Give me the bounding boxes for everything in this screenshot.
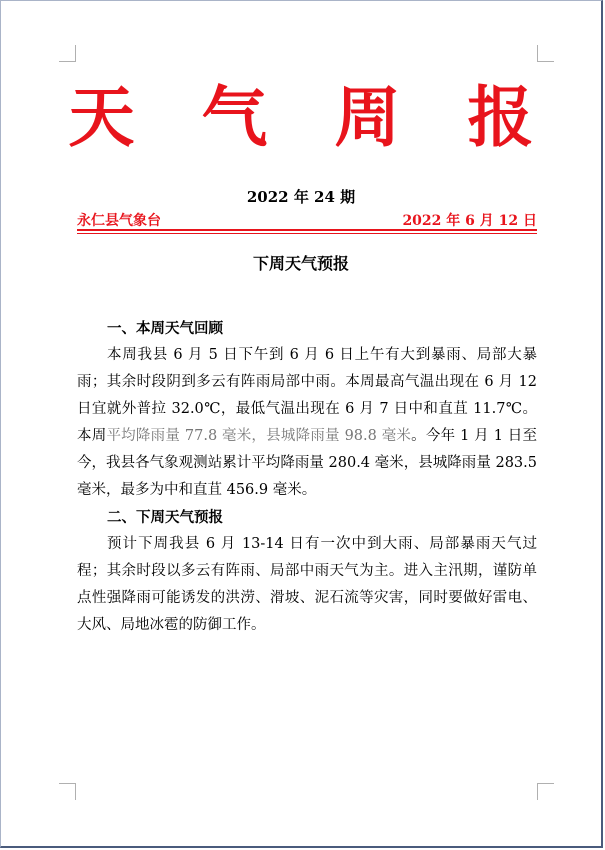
section-heading-forecast: 二、下周天气预报: [107, 509, 223, 526]
section-heading-review: 一、本周天气回顾: [107, 320, 223, 337]
review-text-part: 。今年 1 月 1 日至今，我县各气象观测站累计平均降雨量 280.4 毫米，县城降雨量 283.5 毫米，最多为中和直苴 456.9 毫米。: [77, 428, 538, 498]
review-text-part: 本周我县 6 月 5 日下午到 6 月 6 日上午有大到暴雨、局部大暴雨；其余时段阴到多云有阵雨局部中雨。本周最高气温出现在 6 月 12 日宜就外普拉 32.0℃，最低气温出现在 6 月 7 日中和直苴 11.7℃。本周: [77, 347, 537, 444]
masthead-title: 天 气 周 报: [68, 78, 556, 156]
issue-date: 2022 年 6 月 12 日: [402, 213, 537, 229]
margin-corner-mark: [59, 45, 76, 62]
header-rule-thick: [77, 229, 537, 231]
issue-number: 2022 年 24 期: [246, 188, 356, 206]
section-paragraph-review: [77, 342, 537, 504]
header-rule-thin: [77, 233, 537, 234]
issuing-organization: 永仁县气象台: [77, 213, 161, 229]
document-body: [77, 315, 537, 639]
review-text-highlight: 平均降雨量 77.8 毫米，县城降雨量 98.8 毫米: [106, 428, 412, 444]
header-line: [77, 211, 537, 231]
margin-corner-mark: [537, 783, 554, 800]
document-title: 下周天气预报: [252, 254, 349, 273]
margin-corner-mark: [59, 783, 76, 800]
section-paragraph-forecast: 预计下周我县 6 月 13-14 日有一次中到大雨、局部暴雨天气过程；其余时段以多云有阵雨、局部中雨天气为主。进入主汛期，谨防单点性强降雨可能诱发的洪涝、滑坡、泥石流等灾害，同时要做好雷电、大风、局地冰雹的防御工作。: [77, 536, 537, 633]
margin-corner-mark: [537, 45, 554, 62]
